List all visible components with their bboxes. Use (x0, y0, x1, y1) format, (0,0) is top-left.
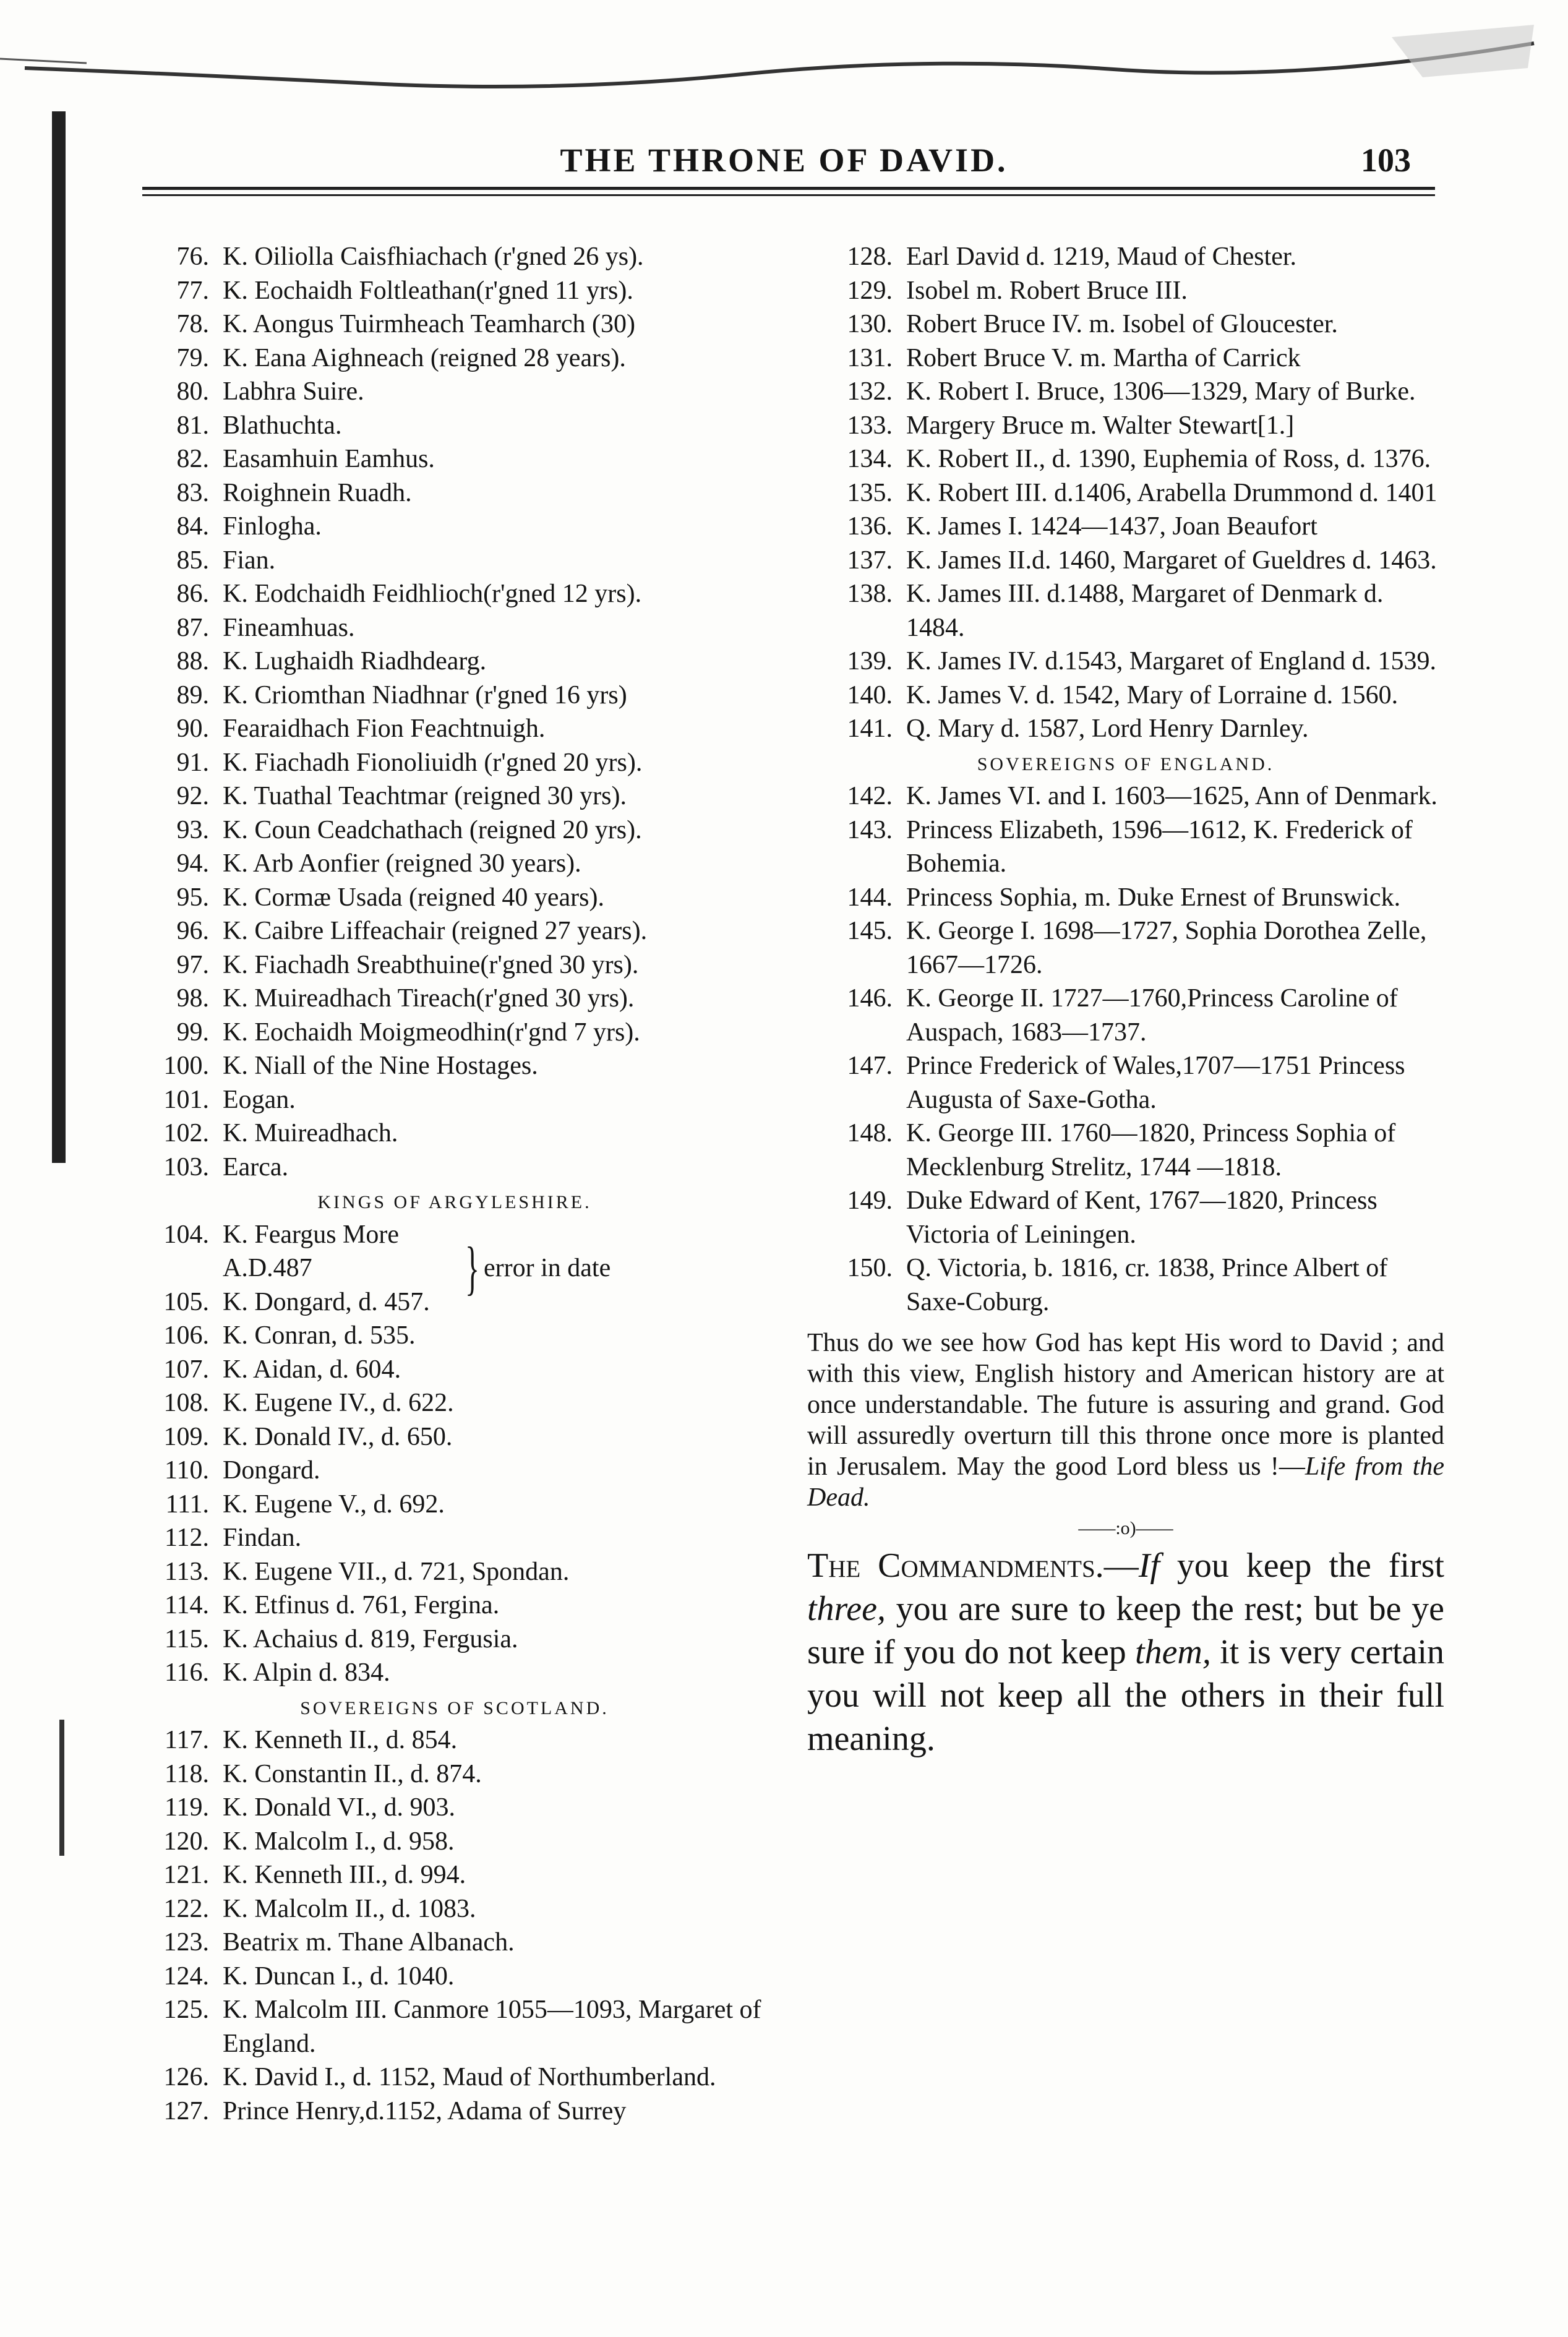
entry-text: K. Lughaidh Riadhdearg. (223, 647, 487, 675)
entry-number: 129. (847, 276, 893, 305)
entry-number: 143. (847, 815, 893, 844)
entry-number: 97. (176, 950, 209, 979)
commandments-text-a: you keep the first (1159, 1546, 1444, 1585)
list-item (130, 2060, 779, 2095)
entry-number: 107. (163, 1355, 209, 1384)
list-item (807, 1049, 1444, 1117)
entry-number: 77. (176, 276, 209, 305)
list-item (130, 375, 779, 409)
list-item (130, 476, 779, 510)
entry-text: K. Robert III. d.1406, Arabella Drummond d. 1401 (906, 478, 1437, 507)
list-item (130, 1926, 779, 1960)
entry-number: 87. (176, 613, 209, 642)
entry-text: K. Fiachadh Sreabthuine(r'gned 30 yrs). (223, 950, 639, 979)
entry-text: K. Malcolm I., d. 958. (223, 1827, 455, 1856)
list-item (130, 813, 779, 847)
list-item (130, 1555, 779, 1589)
entry-text: Princess Sophia, m. Duke Ernest of Brunswick. (906, 883, 1401, 912)
list-item (807, 1251, 1444, 1319)
entry-number: 139. (847, 647, 893, 675)
entry-number: 130. (847, 310, 893, 338)
entry-text: K. Dongard, d. 457. (223, 1287, 430, 1316)
list-item (807, 274, 1444, 308)
list-item (807, 779, 1444, 813)
entry-number: 150. (847, 1254, 893, 1282)
entry-text: Earca. (223, 1152, 289, 1181)
entry-number: 113. (165, 1557, 209, 1586)
list-item (130, 409, 779, 443)
entry-text: Prince Henry,d.1152, Adama of Surrey (223, 2096, 627, 2125)
entry-text: Prince Frederick of Wales,1707—1751 Princess Augusta of Saxe-Gotha. (906, 1052, 1405, 1114)
entry-text: K. Oiliolla Caisfhiachach (r'gned 26 ys). (223, 242, 644, 271)
entry-number: 79. (176, 343, 209, 372)
commandments-text-b: you are sure to keep the rest; but be ye sure if you do not keep (807, 1590, 1444, 1671)
entry-text: Finlogha. (223, 512, 322, 541)
entry-number: 116. (165, 1658, 209, 1687)
list-item (130, 1016, 779, 1050)
entry-text: K. James I. 1424—1437, Joan Beaufort (906, 512, 1317, 541)
running-title: THE THRONE OF DAVID. (560, 142, 1008, 179)
entry-number: 119. (165, 1793, 209, 1822)
entry-text: K. Criomthan Niadhnar (r'gned 16 yrs) (223, 680, 627, 710)
entry-number: 147. (847, 1052, 893, 1080)
entry-number: 121. (163, 1861, 209, 1889)
entry-text: K. Etfinus d. 761, Fergina. (223, 1591, 500, 1619)
entry-text: K. James V. d. 1542, Mary of Lorraine d. 1560. (906, 680, 1399, 710)
entry-number: 95. (176, 883, 209, 912)
entry-number: 92. (176, 782, 209, 810)
entry-number: 122. (163, 1894, 209, 1923)
entry-text: K. Robert II., d. 1390, Euphemia of Ross, d. 1376. (906, 445, 1431, 473)
binding-edge-mark (59, 1720, 64, 1856)
list-item (130, 1353, 779, 1387)
entry-text: K. Conran, d. 535. (223, 1321, 416, 1350)
entry-number: 81. (176, 411, 209, 440)
commandments-paragraph (807, 1544, 1444, 1760)
list-item (807, 341, 1444, 375)
list-item (130, 645, 779, 679)
header-rule-thick (142, 187, 1435, 190)
entry-text: K. Robert I. Bruce, 1306—1329, Mary of Burke. (906, 377, 1416, 406)
entry-number: 88. (176, 647, 209, 675)
list-item (130, 1218, 464, 1285)
entry-number: 123. (163, 1928, 209, 1957)
entry-number: 106. (163, 1321, 209, 1350)
entry-number: 115. (165, 1624, 209, 1653)
entry-number: 136. (847, 512, 893, 541)
list-item (130, 1858, 779, 1892)
list-item (130, 1656, 779, 1690)
list-item (807, 1184, 1444, 1251)
entry-text: K. George II. 1727—1760,Princess Caroline of Auspach, 1683—1737. (906, 984, 1398, 1047)
list-item (807, 577, 1444, 645)
list-item (130, 611, 779, 645)
entry-number: 145. (847, 917, 893, 945)
entry-number: 144. (847, 883, 893, 912)
brace-block-error-in-date (130, 1218, 779, 1319)
list-item (807, 240, 1444, 274)
entry-text: K. Caibre Liffeachair (reigned 27 years). (223, 917, 648, 945)
entry-number: 98. (176, 984, 209, 1013)
brace-note: error in date (484, 1254, 611, 1282)
entry-number: 140. (847, 680, 893, 710)
closing-paragraph (807, 1327, 1444, 1513)
entry-text: K. James II.d. 1460, Margaret of Gueldres d. 1463. (906, 546, 1437, 575)
list-item (807, 442, 1444, 476)
entry-text: Beatrix m. Thane Albanach. (223, 1928, 515, 1957)
scan-edge-noise (0, 0, 1568, 118)
list-item (130, 679, 779, 713)
entry-number: 134. (847, 445, 893, 473)
entry-number: 100. (163, 1052, 209, 1080)
commandments-if: If (1138, 1546, 1160, 1585)
entry-text: K. Eugene VII., d. 721, Spondan. (223, 1557, 570, 1586)
binding-edge-shadow (52, 111, 66, 1163)
list-item (130, 881, 779, 915)
list-item (130, 1488, 779, 1522)
entry-number: 131. (847, 343, 893, 372)
list-item (130, 1083, 779, 1117)
commandments-heading: The Commandments. (807, 1546, 1104, 1585)
list-item (130, 1791, 779, 1825)
list-item (807, 881, 1444, 915)
commandments-three: three, (807, 1590, 886, 1628)
list-item (130, 1757, 779, 1791)
entry-text: K. Niall of the Nine Hostages. (223, 1052, 538, 1080)
entry-number: 114. (165, 1591, 209, 1619)
entry-text: K. Eochaidh Moigmeodhin(r'gnd 7 yrs). (223, 1018, 640, 1047)
list-item (130, 1623, 779, 1657)
list-item (130, 779, 779, 813)
list-item (807, 1117, 1444, 1184)
entry-number: 137. (847, 546, 893, 575)
entry-number: 85. (176, 546, 209, 575)
entry-text: K. Fiachadh Fionoliuidh (r'gned 20 yrs). (223, 748, 643, 777)
entry-text: Dongard. (223, 1456, 320, 1485)
entry-number: 146. (847, 984, 893, 1013)
entry-text: K. Aidan, d. 604. (223, 1355, 401, 1384)
section-heading-argyleshire: KINGS OF ARGYLESHIRE. (317, 1192, 592, 1212)
entry-text: K. George III. 1760—1820, Princess Sophia of Mecklenburg Strelitz, 1744 —1818. (906, 1119, 1396, 1181)
list-item (130, 1151, 779, 1185)
page-number: 103 (1361, 142, 1411, 179)
entry-text: K. Coun Ceadchathach (reigned 20 yrs). (223, 815, 642, 844)
entry-text: Easamhuin Eamhus. (223, 445, 435, 473)
entry-number: 132. (847, 377, 893, 406)
entry-text: K. Eugene V., d. 692. (223, 1490, 445, 1519)
list-item (130, 1285, 464, 1319)
list-item (130, 1723, 779, 1757)
entry-number: 82. (176, 445, 209, 473)
list-item (807, 914, 1444, 982)
list-item (130, 1960, 779, 1994)
list-item (130, 712, 779, 746)
entry-text: Isobel m. Robert Bruce III. (906, 276, 1188, 305)
entry-text: K. Malcolm III. Canmore 1055—1093, Margaret of England. (223, 1996, 761, 2058)
entry-number: 112. (165, 1524, 209, 1552)
entry-text: Margery Bruce m. Walter Stewart[1.] (906, 411, 1295, 440)
list-irish-kings (130, 240, 779, 1184)
entry-number: 80. (176, 377, 209, 406)
entry-text: K. Feargus More A.D.487 (223, 1220, 400, 1282)
header-rule-thin (142, 194, 1435, 196)
entry-text: Labhra Suire. (223, 377, 364, 406)
list-item (807, 307, 1444, 341)
list-item (130, 307, 779, 341)
list-item (130, 1049, 779, 1083)
entry-number: 99. (176, 1018, 209, 1047)
entry-number: 84. (176, 512, 209, 541)
entry-number: 94. (176, 849, 209, 878)
entry-text: K. Constantin II., d. 874. (223, 1759, 482, 1788)
list-item (130, 746, 779, 780)
entry-number: 101. (163, 1085, 209, 1114)
list-bruce-stewart-line (807, 240, 1444, 746)
entry-text: K. Eochaidh Foltleathan(r'gned 11 yrs). (223, 276, 633, 305)
entry-number: 149. (847, 1186, 893, 1215)
entry-number: 128. (847, 242, 893, 271)
entry-number: 90. (176, 714, 209, 743)
entry-text: Fian. (223, 546, 276, 575)
entry-text: K. Kenneth III., d. 994. (223, 1861, 466, 1889)
entry-number: 78. (176, 310, 209, 338)
list-item (807, 476, 1444, 510)
list-item (130, 982, 779, 1016)
entry-number: 148. (847, 1119, 893, 1147)
entry-number: 102. (163, 1119, 209, 1147)
left-column (130, 240, 779, 2128)
curly-brace: } (465, 1235, 480, 1301)
entry-text: K. Arb Aonfier (reigned 30 years). (223, 849, 581, 878)
entry-text: K. Malcolm II., d. 1083. (223, 1894, 476, 1923)
entry-number: 109. (163, 1422, 209, 1451)
entry-text: K. Eugene IV., d. 622. (223, 1389, 454, 1417)
entry-text: K. Eana Aighneach (reigned 28 years). (223, 343, 626, 372)
entry-number: 91. (176, 748, 209, 777)
entry-text: K. Tuathal Teachtmar (reigned 30 yrs). (223, 782, 627, 810)
entry-text: K. Aongus Tuirmheach Teamharch (30) (223, 310, 636, 338)
entry-text: K. Muireadhach. (223, 1119, 398, 1147)
entry-number: 104. (163, 1220, 209, 1249)
closing-paragraph-source: Life from the Dead. (807, 1452, 1444, 1512)
list-item (130, 1589, 779, 1623)
list-item (130, 1454, 779, 1488)
list-item (807, 510, 1444, 544)
list-item (130, 1521, 779, 1555)
commandments-dash: — (1103, 1546, 1139, 1585)
list-item (130, 240, 779, 274)
list-item (807, 712, 1444, 746)
list-argyleshire-kings (130, 1319, 779, 1690)
list-england-sovereigns (807, 779, 1444, 1319)
list-item (130, 577, 779, 611)
list-item (130, 2095, 779, 2129)
entry-text: K. Kenneth II., d. 854. (223, 1726, 458, 1754)
commandments-them: them, (1135, 1633, 1211, 1671)
entry-text: Fineamhuas. (223, 613, 355, 642)
entry-number: 127. (163, 2096, 209, 2125)
entry-text: Q. Mary d. 1587, Lord Henry Darnley. (906, 714, 1309, 743)
entry-text: K. Cormæ Usada (reigned 40 years). (223, 883, 604, 912)
brace-rows (130, 1218, 464, 1319)
entry-number: 110. (165, 1456, 209, 1485)
entry-text: Princess Elizabeth, 1596—1612, K. Frederick of Bohemia. (906, 815, 1413, 878)
entry-number: 142. (847, 782, 893, 810)
entry-number: 105. (163, 1287, 209, 1316)
entry-text: Roighnein Ruadh. (223, 478, 412, 507)
entry-number: 76. (176, 242, 209, 271)
list-item (130, 510, 779, 544)
commandments-text-c: it is very certain you will not keep all the others in their full meaning. (807, 1633, 1444, 1758)
entry-text: K. Eodchaidh Feidhlioch(r'gned 12 yrs). (223, 580, 642, 608)
list-item (807, 679, 1444, 713)
entry-text: K. Alpin d. 834. (223, 1658, 390, 1687)
entry-number: 135. (847, 478, 893, 507)
list-item (130, 1117, 779, 1151)
section-separator: ——:o)—— (1078, 1518, 1173, 1538)
entry-number: 126. (163, 2063, 209, 2091)
entry-text: K. Achaius d. 819, Fergusia. (223, 1624, 518, 1653)
entry-text: Robert Bruce IV. m. Isobel of Gloucester. (906, 310, 1338, 338)
entry-text: Blathuchta. (223, 411, 342, 440)
entry-number: 89. (176, 680, 209, 710)
entry-text: Duke Edward of Kent, 1767—1820, Princess Victoria of Leiningen. (906, 1186, 1377, 1249)
entry-number: 124. (163, 1962, 209, 1991)
entry-text: K. George I. 1698—1727, Sophia Dorothea Zelle, 1667—1726. (906, 917, 1427, 979)
entry-number: 108. (163, 1389, 209, 1417)
entry-text: K. James III. d.1488, Margaret of Denmark d. 1484. (906, 580, 1384, 642)
entry-number: 141. (847, 714, 893, 743)
list-item (807, 409, 1444, 443)
list-item (807, 982, 1444, 1049)
entry-text: Findan. (223, 1524, 302, 1552)
right-column (807, 240, 1444, 1760)
entry-number: 96. (176, 917, 209, 945)
section-heading-england: SOVEREIGNS OF ENGLAND. (977, 753, 1275, 774)
entry-number: 93. (176, 815, 209, 844)
list-item (130, 274, 779, 308)
entry-number: 118. (165, 1759, 209, 1788)
list-item (807, 645, 1444, 679)
list-item (130, 1386, 779, 1420)
entry-number: 138. (847, 580, 893, 608)
entry-number: 125. (163, 1996, 209, 2024)
entry-text: Robert Bruce V. m. Martha of Carrick (906, 343, 1301, 372)
list-item (130, 914, 779, 948)
list-item (130, 341, 779, 375)
list-item (130, 1420, 779, 1454)
section-heading-scotland: SOVEREIGNS OF SCOTLAND. (300, 1697, 609, 1718)
list-item (807, 375, 1444, 409)
entry-number: 120. (163, 1827, 209, 1856)
list-item (130, 847, 779, 881)
closing-paragraph-text: Thus do we see how God has kept His word to David ; and with this view, English history and American history are at once understandable. The future is assuring and grand. God will assuredly overturn till this throne once more is planted in Jerusalem. May the good Lord bless us !— (807, 1329, 1444, 1481)
entry-text: K. David I., d. 1152, Maud of Northumberland. (223, 2063, 716, 2091)
entry-text: Eogan. (223, 1085, 296, 1114)
entry-text: K. James VI. and I. 1603—1625, Ann of Denmark. (906, 782, 1437, 810)
entry-text: K. Donald VI., d. 903. (223, 1793, 456, 1822)
list-item (130, 1892, 779, 1926)
entry-text: K. Donald IV., d. 650. (223, 1422, 453, 1451)
list-item (130, 1825, 779, 1859)
entry-text: K. James IV. d.1543, Margaret of England d. 1539. (906, 647, 1436, 675)
entry-number: 103. (163, 1152, 209, 1181)
list-item (807, 813, 1444, 881)
page-header (0, 141, 1568, 178)
entry-number: 111. (165, 1490, 209, 1519)
entry-number: 86. (176, 580, 209, 608)
list-item (130, 442, 779, 476)
entry-text: Q. Victoria, b. 1816, cr. 1838, Prince Albert of Saxe-Coburg. (906, 1254, 1388, 1316)
list-item (130, 544, 779, 578)
entry-text: Fearaidhach Fion Feachtnuigh. (223, 714, 546, 743)
entry-number: 117. (165, 1726, 209, 1754)
entry-text: Earl David d. 1219, Maud of Chester. (906, 242, 1297, 271)
list-item (130, 1993, 779, 2060)
entry-text: K. Duncan I., d. 1040. (223, 1962, 455, 1991)
list-scotland-sovereigns (130, 1723, 779, 2128)
entry-number: 83. (176, 478, 209, 507)
list-item (807, 544, 1444, 578)
list-item (130, 948, 779, 982)
entry-text: K. Muireadhach Tireach(r'gned 30 yrs). (223, 984, 635, 1013)
list-item (130, 1319, 779, 1353)
entry-number: 133. (847, 411, 893, 440)
